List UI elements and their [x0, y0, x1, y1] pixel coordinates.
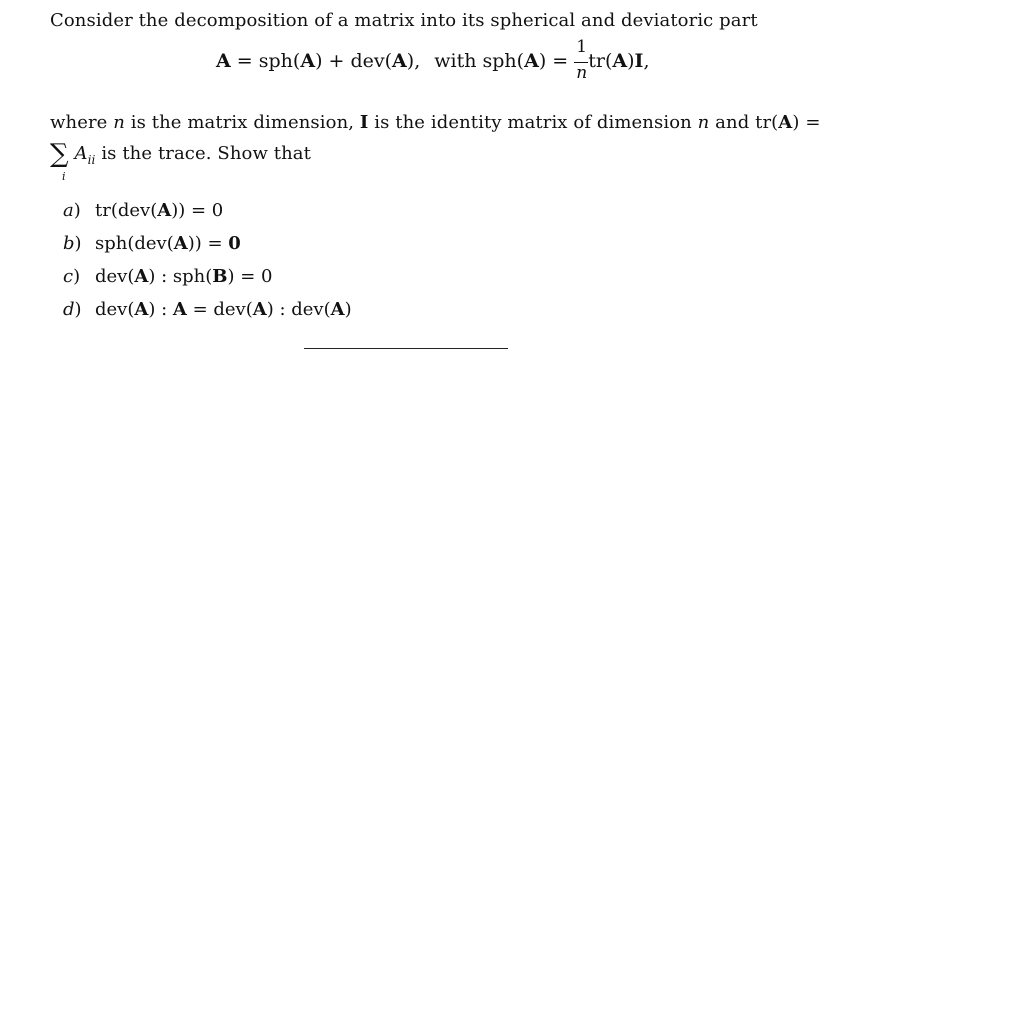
sum-symbol: ∑ — [50, 139, 69, 169]
sum-index: i — [62, 170, 66, 183]
paragraph-line-1: where n is the matrix dimension, I is the identity matrix of dimension n and tr(A) = — [50, 112, 821, 133]
divider-rule — [304, 348, 508, 349]
decomposition-equation: A = sph(A) + dev(A), with sph(A) = $\frac{1}{n}$ tr(A)I, — [216, 37, 650, 83]
list-item-b: b) sph(dev(A)) = 0 — [63, 233, 241, 254]
fraction: $\frac{1}{n}$ — [576, 37, 588, 83]
intro-text: Consider the decomposition of a matrix into its spherical and deviatoric part — [50, 10, 758, 31]
list-item-c: c) dev(A) : sph(B) = 0 — [63, 266, 273, 287]
eq-lhs: A — [216, 50, 231, 72]
paragraph-line-2: ∑ $A_{ii}$ is the trace. Show that — [50, 139, 311, 169]
list-item-d: d) dev(A) : A = dev(A) : dev(A) — [63, 299, 352, 320]
list-item-a: a) tr(dev(A)) = 0 — [63, 200, 224, 221]
